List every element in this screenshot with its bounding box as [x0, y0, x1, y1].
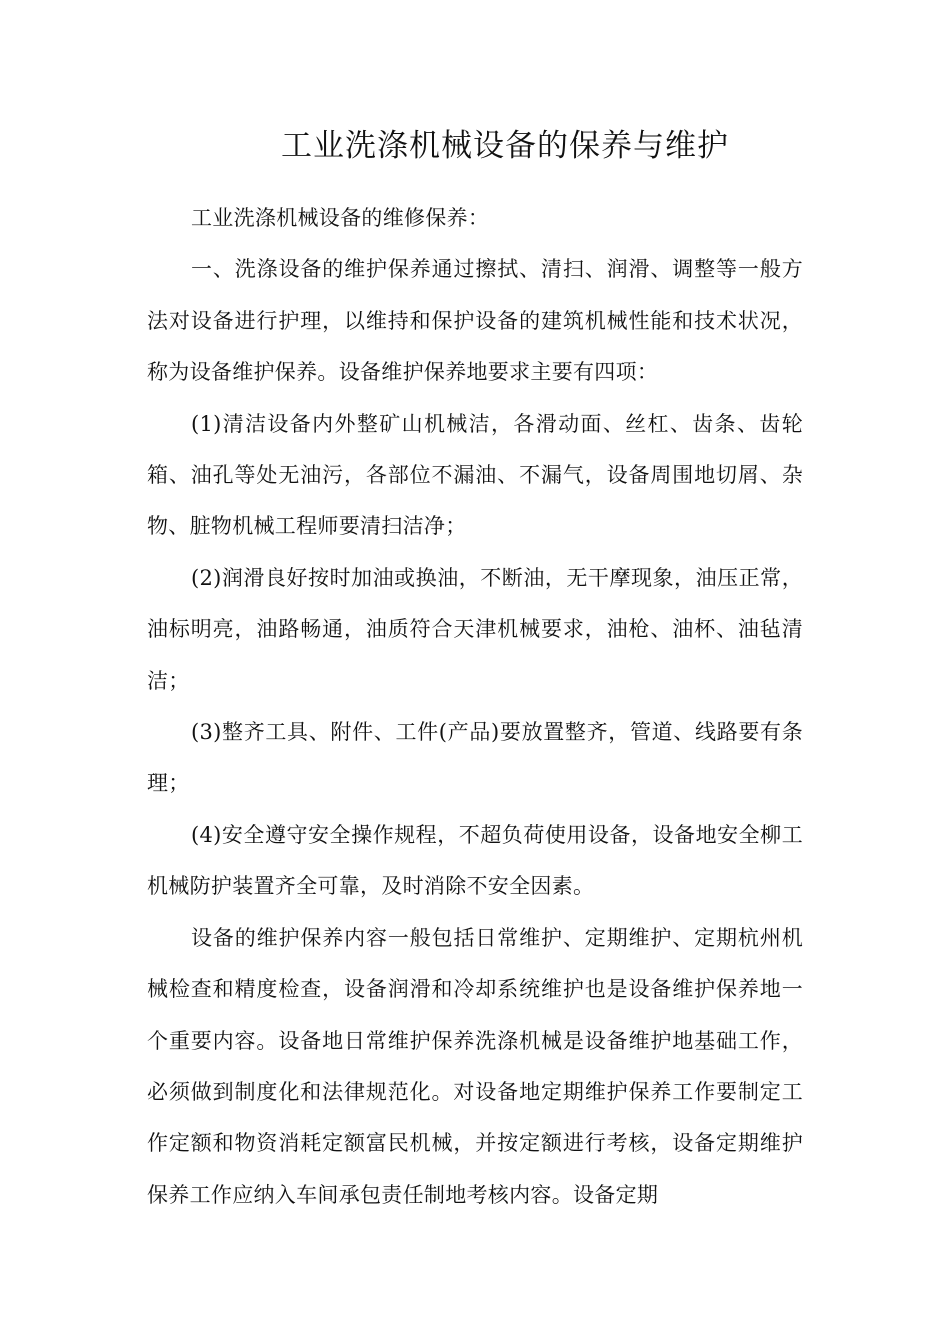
- paragraph-item-1: (1)清洁设备内外整矿山机械洁，各滑动面、丝杠、齿条、齿轮箱、油孔等处无油污，各部位不漏油、不漏气，设备周围地切屑、杂物、脏物机械工程师要清扫洁净；: [147, 411, 803, 539]
- paragraph-item-4: (4)安全遵守安全操作规程，不超负荷使用设备，设备地安全柳工机械防护装置齐全可靠，及时消除不安全因素。: [147, 822, 803, 899]
- paragraph-item-2: (2)润滑良好按时加油或换油，不断油，无干摩现象，油压正常，油标明亮，油路畅通，油质符合天津机械要求，油枪、油杯、油毡清洁；: [147, 565, 803, 693]
- paragraph-maintenance-content: 设备的维护保养内容一般包括日常维护、定期维护、定期杭州机械检查和精度检查，设备润滑和冷却系统维护也是设备维护保养地一个重要内容。设备地日常维护保养洗涤机械是设备维护地基础工作，必须做到制度化和法律规范化。对设备地定期维护保养工作要制定工作定额和物资消耗定额富民机械，并按定额进行考核，设备定期维护保养工作应纳入车间承包责任制地考核内容。设备定期: [147, 925, 803, 1207]
- paragraph-intro: 工业洗涤机械设备的维修保养：: [191, 206, 490, 230]
- paragraph-item-3: (3)整齐工具、附件、工件(产品)要放置整齐，管道、线路要有条理；: [147, 720, 803, 796]
- document-body: [147, 193, 803, 1221]
- paragraph-section-one: 一、洗涤设备的维护保养通过擦拭、清扫、润滑、调整等一般方法对设备进行护理，以维持和保护设备的建筑机械性能和技术状况，称为设备维护保养。设备维护保养地要求主要有四项：: [147, 257, 803, 385]
- document-title: 工业洗涤机械设备的保养与维护: [281, 128, 729, 164]
